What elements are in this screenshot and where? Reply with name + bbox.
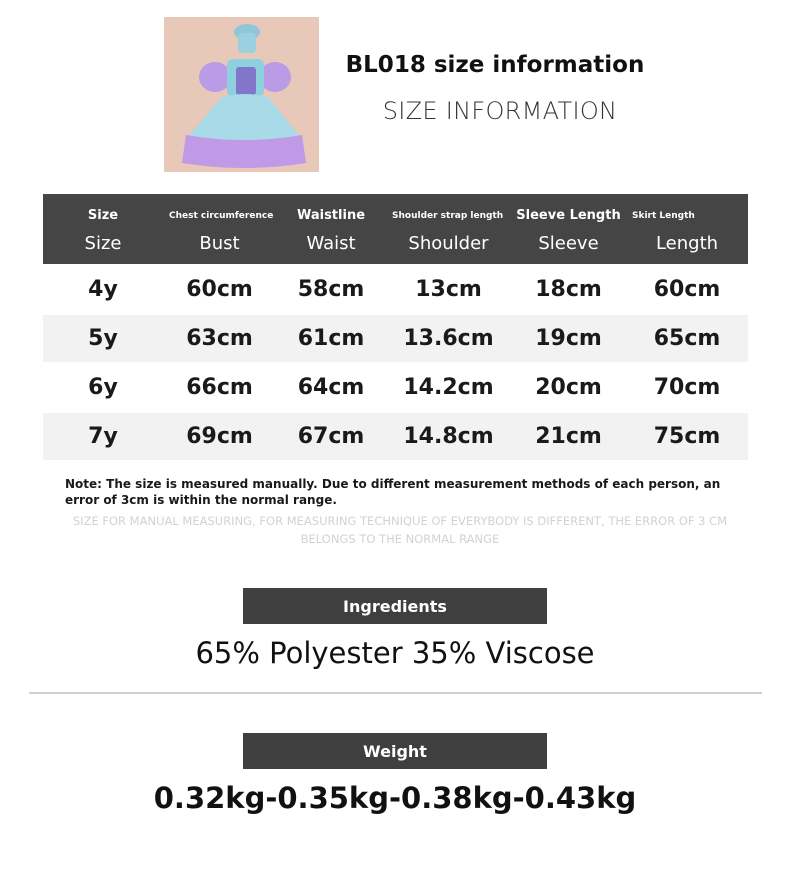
column-header-label: Length: [655, 233, 719, 254]
column-header-small: Size: [87, 208, 119, 223]
column-header: [511, 194, 626, 265]
column-header: [626, 194, 748, 265]
ingredients-value: 65% Polyester 35% Viscose: [195, 636, 595, 670]
measurement-note-faint: SIZE FOR MANUAL MEASURING, FOR MEASURING TECHNIQUE OF EVERYBODY IS DIFFERENT, THE ERROR OF 3 CM BELONGS TO THE NORMAL RANGE: [72, 514, 728, 546]
table-cell: 7y: [43, 412, 163, 460]
column-header: [386, 194, 511, 265]
table-cell: 60cm: [626, 265, 748, 314]
table-row: [43, 412, 748, 460]
table-row: [43, 314, 748, 363]
column-header: [43, 194, 163, 265]
table-cell: 67cm: [276, 412, 386, 460]
column-header-small: Sleeve Length: [516, 208, 621, 223]
table-header-row: [43, 194, 748, 265]
column-header-small: Chest circumference: [169, 210, 274, 221]
table-cell: 14.2cm: [386, 363, 511, 412]
page-title: BL018 size information: [345, 52, 645, 78]
table-cell: 6y: [43, 363, 163, 412]
page-subtitle: SIZE INFORMATION: [382, 97, 618, 125]
table-cell: 70cm: [626, 363, 748, 412]
weight-label: Weight: [243, 733, 547, 769]
table-cell: 5y: [43, 314, 163, 363]
table-cell: 69cm: [163, 412, 276, 460]
table-cell: 61cm: [276, 314, 386, 363]
weight-value: 0.32kg-0.35kg-0.38kg-0.43kg: [153, 781, 637, 815]
table-row: [43, 265, 748, 314]
table-cell: 14.8cm: [386, 412, 511, 460]
table-cell: 19cm: [511, 314, 626, 363]
measurement-note: Note: The size is measured manually. Due to different measurement methods of each person, an error of 3cm is within the normal range.: [65, 477, 721, 507]
column-header-small: Waistline: [296, 208, 366, 223]
table-cell: 4y: [43, 265, 163, 314]
column-header-small: Skirt Length: [632, 210, 695, 221]
table-cell: 64cm: [276, 363, 386, 412]
size-table: [43, 194, 748, 460]
column-header-label: Shoulder: [408, 233, 489, 254]
column-header-label: Bust: [199, 233, 240, 254]
table-cell: 21cm: [511, 412, 626, 460]
table-cell: 63cm: [163, 314, 276, 363]
table-row: [43, 363, 748, 412]
column-header-small: Shoulder strap length: [392, 210, 504, 221]
table-cell: 75cm: [626, 412, 748, 460]
table-cell: 58cm: [276, 265, 386, 314]
column-header-label: Size: [84, 233, 122, 254]
table-cell: 65cm: [626, 314, 748, 363]
divider: [29, 692, 762, 694]
table-cell: 20cm: [511, 363, 626, 412]
column-header-label: Waist: [306, 233, 356, 254]
product-photo: [164, 17, 319, 172]
table-cell: 13cm: [386, 265, 511, 314]
column-header-label: Sleeve: [538, 233, 599, 254]
dress-illustration: [164, 17, 319, 172]
table-cell: 13.6cm: [386, 314, 511, 363]
table-cell: 60cm: [163, 265, 276, 314]
table-cell: 66cm: [163, 363, 276, 412]
column-header: [163, 194, 276, 265]
ingredients-label: Ingredients: [243, 588, 547, 624]
table-cell: 18cm: [511, 265, 626, 314]
column-header: [276, 194, 386, 265]
